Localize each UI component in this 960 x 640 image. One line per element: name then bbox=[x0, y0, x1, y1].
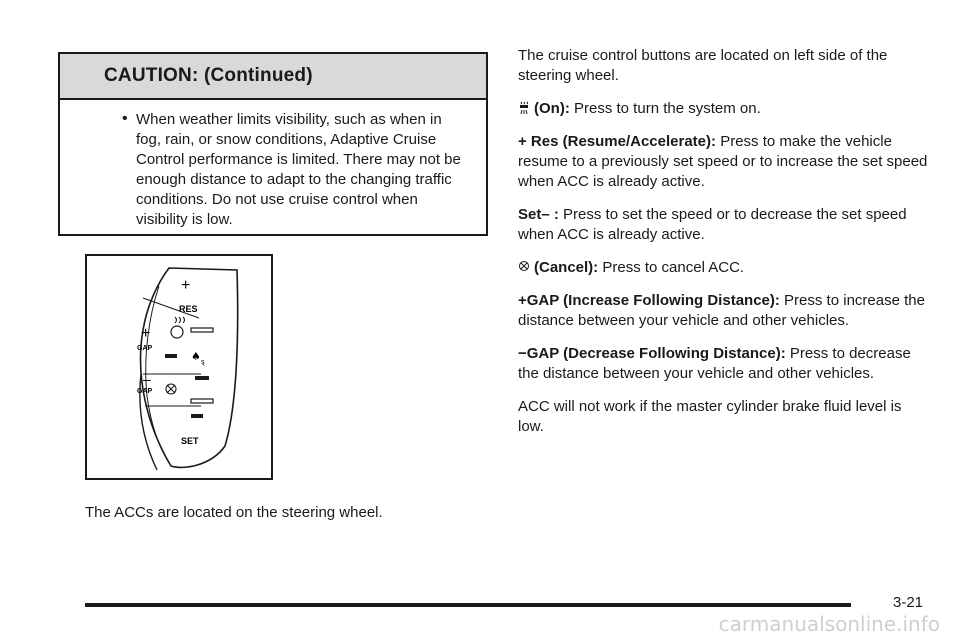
gap-decrease-label: GAP bbox=[137, 388, 153, 395]
caution-bullet: • bbox=[122, 110, 128, 127]
item-on-desc: Press to turn the system on. bbox=[574, 100, 761, 117]
intro-paragraph: The cruise control buttons are located on left side of the steering wheel. bbox=[518, 47, 888, 84]
gap-car-icon: ♠ bbox=[191, 350, 201, 363]
steering-wheel-controls-diagram bbox=[87, 256, 271, 478]
item-set-term: Set– : bbox=[518, 206, 559, 223]
item-cancel-term: (Cancel): bbox=[534, 259, 599, 276]
right-column bbox=[518, 46, 930, 450]
gap-increase-label: GAP bbox=[137, 345, 153, 352]
item-on-term: (On): bbox=[534, 100, 570, 117]
item-res-desc: Press to make the vehicle resume to a previously set speed or to increase the set speed when ACC is already active. bbox=[518, 133, 928, 190]
set-label: SET bbox=[181, 436, 199, 446]
item-gap-decrease-desc: Press to decrease the distance between your vehicle and other vehicles. bbox=[518, 345, 911, 382]
item-gap-increase-term: +GAP (Increase Following Distance): bbox=[518, 292, 780, 309]
caution-body bbox=[60, 100, 486, 230]
closing-paragraph: ACC will not work if the master cylinder brake fluid level is low. bbox=[518, 398, 902, 435]
item-res bbox=[518, 132, 930, 192]
caution-title: CAUTION: (Continued) bbox=[104, 65, 313, 86]
gap-plus-sign: + bbox=[141, 325, 151, 342]
acc-buttons-illustration bbox=[85, 254, 273, 480]
item-gap-increase bbox=[518, 291, 930, 331]
item-set bbox=[518, 205, 930, 245]
gap-bars-icon: ȿ bbox=[201, 358, 205, 366]
item-res-term: + Res (Resume/Accelerate): bbox=[518, 133, 717, 150]
item-on bbox=[518, 99, 930, 119]
set-minus-bar-2 bbox=[191, 414, 203, 418]
caution-text: When weather limits visibility, such as when in fog, rain, or snow conditions, Adaptive Cruise Control performance is limited. There may not be enough distance to adapt to the changing traffic conditions. Do not use cruise control when visibility is low. bbox=[136, 111, 461, 228]
caution-header bbox=[60, 54, 486, 100]
item-cancel bbox=[518, 258, 930, 278]
item-set-desc: Press to set the speed or to decrease the set speed when ACC is already active. bbox=[518, 206, 907, 243]
cancel-icon bbox=[518, 260, 530, 274]
res-label: RES bbox=[179, 304, 198, 314]
gap-minus-bar bbox=[195, 376, 209, 380]
gap-minus-sign: – bbox=[143, 371, 151, 387]
caution-box bbox=[58, 52, 488, 236]
res-plus-sign: + bbox=[181, 277, 191, 294]
watermark: carmanualsonline.info bbox=[718, 612, 940, 636]
res-button-tab bbox=[191, 328, 213, 332]
figure-caption: The ACCs are located on the steering wheel. bbox=[85, 504, 383, 521]
item-gap-decrease-term: −GAP (Decrease Following Distance): bbox=[518, 345, 786, 362]
item-gap-increase-desc: Press to increase the distance between your vehicle and other vehicles. bbox=[518, 292, 925, 329]
cruise-on-icon bbox=[518, 101, 530, 115]
page-number: 3-21 bbox=[893, 594, 924, 611]
item-gap-decrease bbox=[518, 344, 930, 384]
set-button-tab bbox=[191, 399, 213, 403]
set-minus-bar-1 bbox=[165, 354, 177, 358]
item-cancel-desc: Press to cancel ACC. bbox=[602, 259, 745, 276]
footer-rule bbox=[85, 603, 851, 607]
